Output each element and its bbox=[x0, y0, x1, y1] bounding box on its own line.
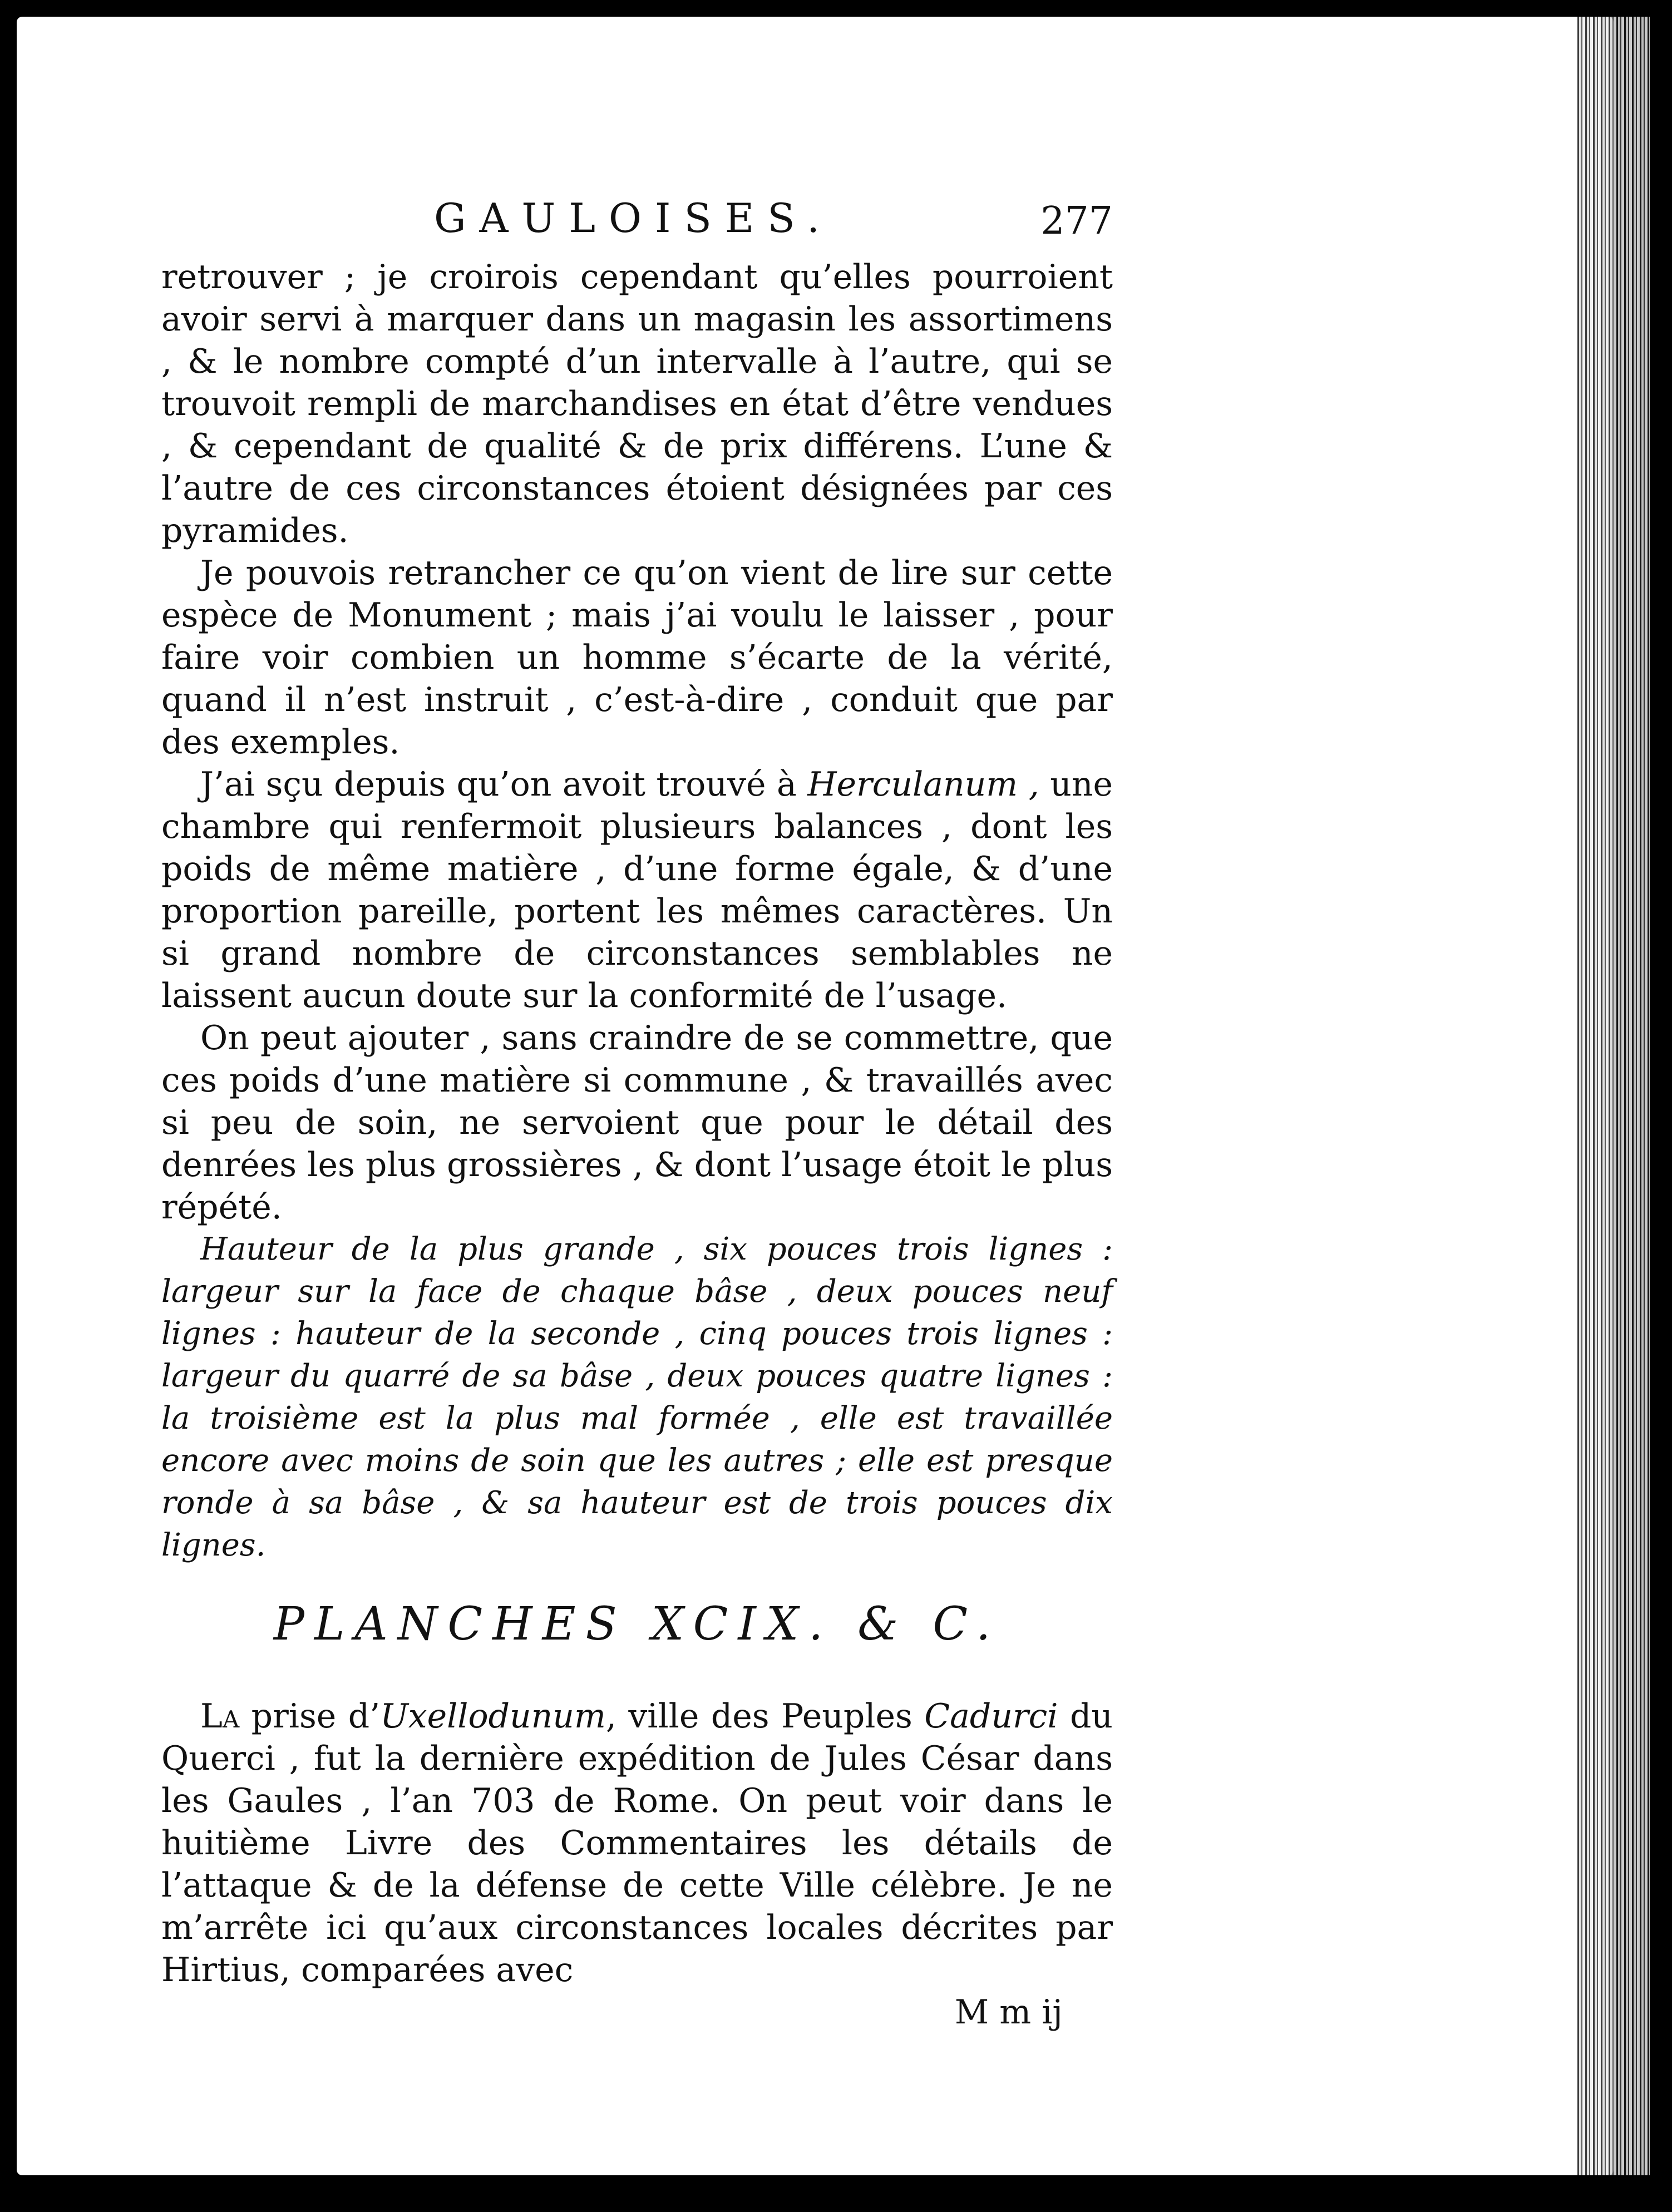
page-number: 277 bbox=[1040, 199, 1113, 243]
paragraph-uxellodunum bbox=[161, 1695, 1113, 1991]
uxellodunum-lead: La bbox=[200, 1697, 240, 1736]
running-title: GAULOISES. bbox=[434, 195, 833, 241]
page-edge-shadow bbox=[1577, 17, 1650, 2175]
uxellodunum-people: Cadurci bbox=[924, 1697, 1058, 1736]
measurements-note: Hauteur de la plus grande , six pouces trois lignes : largeur sur la face de chaque bâse , deux pouces neuf lignes : hauteur de la seconde , cinq pouces trois lignes : largeur du quarré de sa bâse , deux pouces quatre lignes : la troisième est la plus mal formée , elle est travaillée encore avec moins de soin que les autres ; elle est presque ronde à sa bâse , & sa hauteur est de trois pouces dix lignes. bbox=[161, 1231, 1113, 1563]
uxellodunum-text-1: prise d’ bbox=[239, 1697, 381, 1736]
paragraph-monument: Je pouvois retrancher ce qu’on vient de lire sur cette espèce de Monument ; mais j’ai voulu le laisser , pour faire voir combien un homme s’écarte de la vérité, quand il n’est instruit , c’est-à-dire , conduit que par des exemples. bbox=[161, 554, 1113, 762]
uxellodunum-city: Uxellodunum bbox=[380, 1697, 606, 1736]
text-block bbox=[161, 189, 1113, 2033]
paragraph-weights: On peut ajouter , sans craindre de se commettre, que ces poids d’une matière si commune , & travaillés avec si peu de soin, ne servoient que pour le détail des denrées les plus grossières , & dont l’usage étoit le plus répété. bbox=[161, 1019, 1113, 1227]
paragraph-pyramids: retrouver ; je croirois cependant qu’elles pourroient avoir servi à marquer dans un magasin les assortimens , & le nombre compté d’un intervalle à l’autre, qui se trouvoit rempli de marchandises en état d’être vendues , & cependant de qualité & de prix différens. L’une & l’autre de ces circonstances étoient désignées par ces pyramides. bbox=[161, 258, 1113, 550]
running-head bbox=[161, 189, 1113, 256]
uxellodunum-text-2: , ville des Peuples bbox=[605, 1697, 925, 1736]
catchword: M m ij bbox=[954, 1993, 1063, 2032]
herculanum-text-before: J’ai sçu depuis qu’on avoit trouvé à bbox=[200, 765, 808, 804]
paragraph-herculanum bbox=[161, 763, 1113, 1017]
herculanum-place: Herculanum , bbox=[807, 765, 1039, 804]
uxellodunum-text-3: du Querci , fut la dernière expédition de Jules César dans les Gaules , l’an 703 de Rome. On peut voir dans le huitième Livre des Commentaires les détails de l’attaque & de la défense de cette Ville célèbre. Je ne m’arrête ici qu’aux circonstances locales décrites par Hirtius, comparées avec bbox=[161, 1697, 1113, 1989]
section-heading: PLANCHES XCIX. & C. bbox=[273, 1598, 1001, 1651]
page-edge-dark bbox=[1650, 17, 1672, 2175]
herculanum-text-after: une chambre qui renfermoit plusieurs balances , dont les poids de même matière , d’une forme égale, & d’une proportion pareille, portent les mêmes caractères. Un si grand nombre de circonstances semblables ne laissent aucun doute sur la conformité de l’usage. bbox=[161, 765, 1113, 1015]
